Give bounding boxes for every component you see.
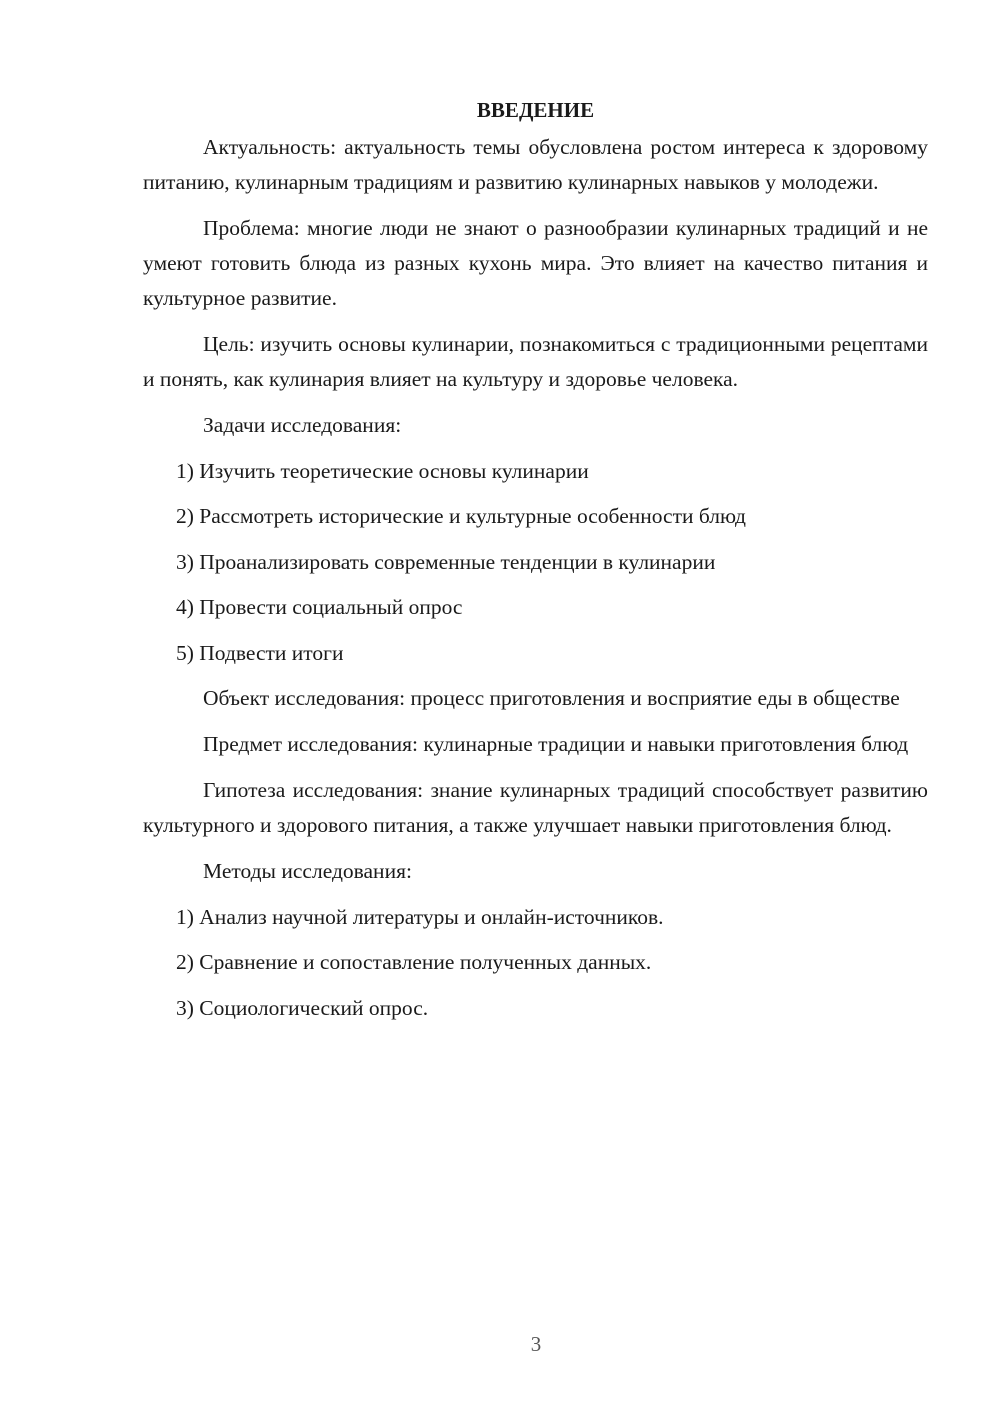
page-number: 3 [530, 1332, 542, 1356]
task-item: 2) Рассмотреть исторические и культурные особенности блюд [176, 504, 746, 528]
problem-paragraph: Проблема: многие люди не знают о разнообразии кулинарных традиций и не умеют готовить блюда из разных кухонь мира. Это влияет на качество питания и культурное развитие. [143, 216, 928, 310]
method-item: 1) Анализ научной литературы и онлайн-источников. [176, 904, 664, 929]
task-item: 1) Изучить теоретические основы кулинарии [176, 458, 589, 483]
subject-paragraph: Предмет исследования: кулинарные традиции и навыки приготовления блюд [203, 732, 909, 756]
document-page [143, 92, 928, 1036]
method-item: 2) Сравнение и сопоставление полученных данных. [176, 950, 652, 974]
methods-heading: Методы исследования: [203, 859, 412, 883]
tasks-heading: Задачи исследования: [203, 413, 402, 437]
relevance-paragraph: Актуальность: актуальность темы обусловлена ростом интереса к здоровому питанию, кулинарным традициям и развитию кулинарных навыков у молодежи. [143, 135, 928, 194]
object-paragraph: Объект исследования: процесс приготовления и восприятие еды в обществе [203, 686, 900, 710]
goal-paragraph: Цель: изучить основы кулинарии, познакомиться с традиционными рецептами и понять, как кулинария влияет на культуру и здоровье человека. [143, 332, 928, 391]
task-item: 5) Подвести итоги [176, 640, 344, 665]
page-title: ВВЕДЕНИЕ [476, 98, 595, 122]
task-item: 3) Проанализировать современные тенденции в кулинарии [176, 549, 716, 574]
task-item: 4) Провести социальный опрос [176, 595, 463, 619]
hypothesis-paragraph: Гипотеза исследования: знание кулинарных традиций способствует развитию культурного и здорового питания, а также улучшает навыки приготовления блюд. [143, 778, 928, 837]
method-item: 3) Социологический опрос. [176, 995, 429, 1020]
